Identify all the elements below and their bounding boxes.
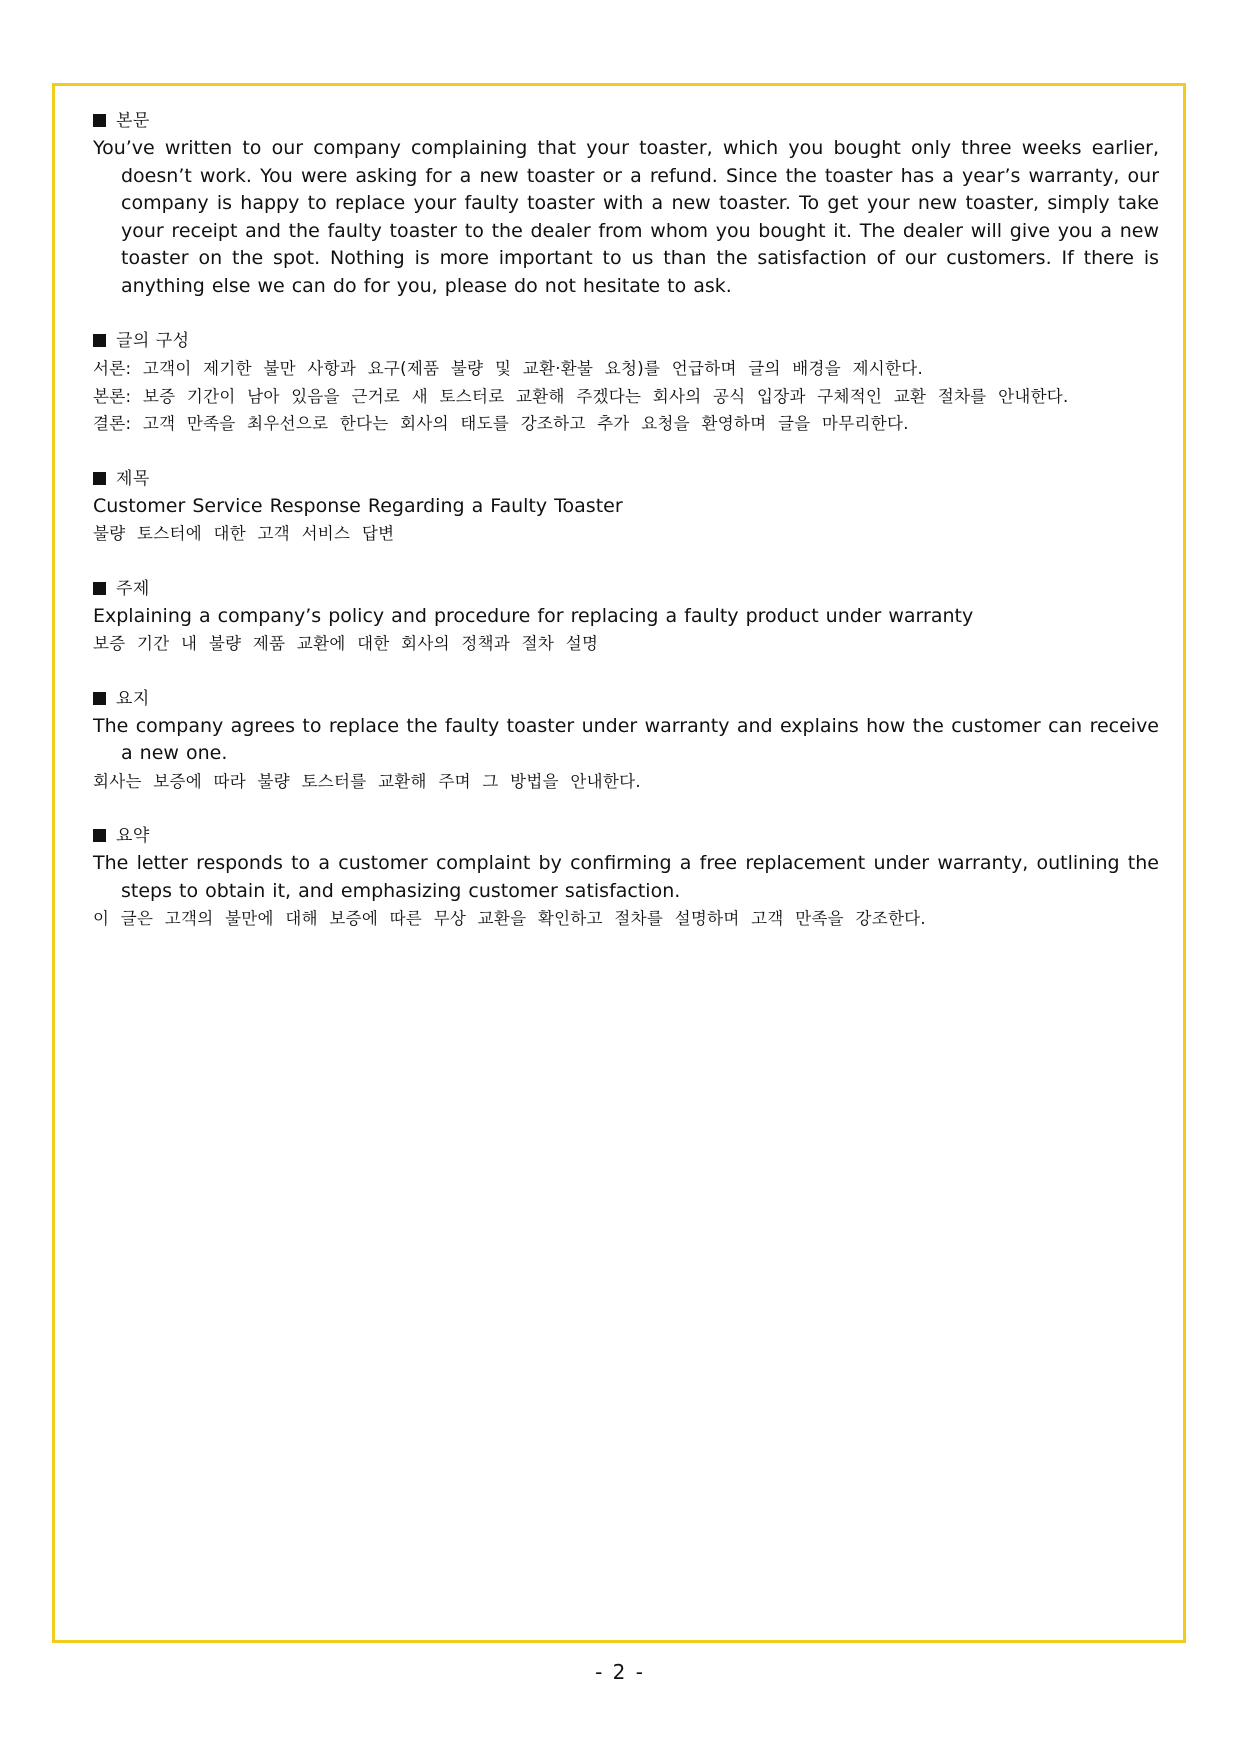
- heading-label: 요약: [116, 826, 150, 846]
- summary-english: The letter responds to a customer complaint by confirming a free replacement under warranty, outlining the steps to obtain it, and emphasizing customer satisfaction.: [93, 852, 1159, 902]
- section-structure: [93, 328, 1159, 438]
- document-content: [93, 108, 1159, 961]
- heading-label: 요지: [116, 688, 150, 709]
- heading-label: 제목: [116, 468, 150, 489]
- section-heading: [93, 576, 1159, 603]
- square-bullet-icon: [93, 114, 106, 127]
- section-heading: [93, 686, 1159, 713]
- section-topic: [93, 576, 1159, 658]
- page-number: - 2 -: [595, 1660, 645, 1684]
- section-heading: [93, 108, 1159, 135]
- section-heading: [93, 823, 1159, 850]
- structure-intro: 서론: 고객이 제기한 불만 사항과 요구(제품 불량 및 교환·환불 요청)를 언급하며 글의 배경을 제시한다.: [93, 359, 924, 378]
- topic-english: Explaining a company’s policy and procedure for replacing a faulty product under warranty: [93, 604, 974, 627]
- summary-korean: 이 글은 고객의 불만에 대해 보증에 따른 무상 교환을 확인하고 절차를 설명하며 고객 만족을 강조한다.: [93, 909, 926, 928]
- square-bullet-icon: [93, 829, 106, 842]
- section-summary: [93, 823, 1159, 933]
- structure-main: 본론: 보증 기간이 남아 있음을 근거로 새 토스터로 교환해 주겠다는 회사의 공식 입장과 구체적인 교환 절차를 안내한다.: [93, 386, 1069, 406]
- section-body: [93, 108, 1159, 300]
- heading-label: 본문: [116, 111, 150, 131]
- square-bullet-icon: [93, 334, 106, 347]
- topic-korean: 보증 기간 내 불량 제품 교환에 대한 회사의 정책과 절차 설명: [93, 634, 599, 653]
- section-title: [93, 466, 1159, 548]
- heading-label: 주제: [116, 578, 150, 599]
- title-english: Customer Service Response Regarding a Faulty Toaster: [93, 494, 623, 517]
- section-heading: [93, 466, 1159, 493]
- gist-korean: 회사는 보증에 따라 불량 토스터를 교환해 주며 그 방법을 안내한다.: [93, 771, 641, 791]
- passage-text: You’ve written to our company complaining that your toaster, which you bought only three weeks earlier, doesn’t work. You were asking for a new toaster or a refund. Since the toaster has a year’s warranty, our company is happy to replace your faulty toaster with a new toaster. To get your new toaster, simply take your receipt and the faulty toaster to the dealer from whom you bought it. The dealer will give you a new toaster on the spot. Nothing is more important to us than the satisfaction of our customers. If there is anything else we can do for you, please do not hesitate to ask.: [93, 137, 1159, 297]
- gist-english: The company agrees to replace the faulty toaster under warranty and explains how the customer can receive a new one.: [93, 714, 1159, 764]
- heading-label: 글의 구성: [116, 331, 190, 351]
- square-bullet-icon: [93, 582, 106, 595]
- section-heading: [93, 328, 1159, 355]
- section-gist: [93, 686, 1159, 796]
- structure-conclusion: 결론: 고객 만족을 최우선으로 한다는 회사의 태도를 강조하고 추가 요청을 환영하며 글을 마무리한다.: [93, 414, 909, 433]
- square-bullet-icon: [93, 692, 106, 705]
- title-korean: 불량 토스터에 대한 고객 서비스 답변: [93, 524, 395, 543]
- square-bullet-icon: [93, 472, 106, 485]
